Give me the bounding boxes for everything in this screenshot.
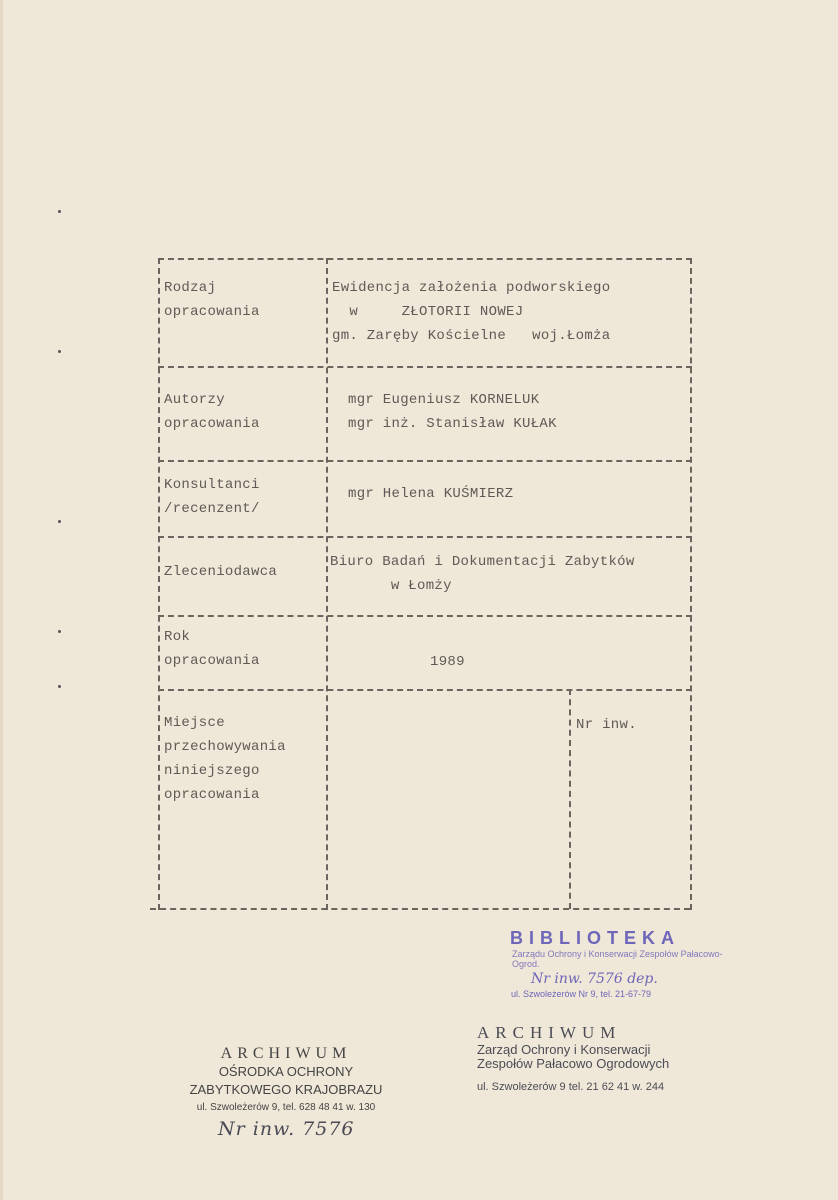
archive-stamp-left	[181, 1045, 391, 1113]
row-value-inventory-label: Nr inw.	[576, 717, 637, 733]
punch-mark	[58, 210, 61, 213]
row-label-storage: Miejsce przechowywania niniejszego opracowania	[164, 715, 286, 803]
punch-mark	[58, 520, 61, 523]
table-rule	[158, 536, 692, 538]
punch-mark	[58, 685, 61, 688]
punch-mark	[58, 350, 61, 353]
archive-stamp-right	[477, 1023, 737, 1093]
table-rule	[150, 908, 690, 910]
archive-stamp-right-address: ul. Szwoleżerów 9 tel. 21 62 41 w. 244	[477, 1081, 665, 1093]
table-rule	[158, 258, 692, 260]
row-value-year: 1989	[430, 654, 465, 670]
row-value-client: Biuro Badań i Dokumentacji Zabytków w Łomży	[330, 554, 635, 594]
punch-mark	[58, 630, 61, 633]
handwritten-inventory-note: Nr inw. 7576	[218, 1118, 355, 1140]
row-value-type: Ewidencja założenia podworskiego w ZŁOTORII NOWEJ gm. Zaręby Kościelne woj.Łomża	[332, 280, 611, 344]
table-rule	[158, 460, 692, 462]
archive-stamp-left-title: ARCHIWUM	[220, 1045, 352, 1062]
row-label-authors: Autorzy opracowania	[164, 392, 260, 432]
table-rule	[569, 689, 571, 909]
table-rule	[158, 615, 692, 617]
row-label-consultants: Konsultanci /recenzent/	[164, 477, 260, 517]
archive-stamp-right-line2: Zespołów Pałacowo Ogrodowych	[477, 1056, 670, 1071]
row-label-type: Rodzaj opracowania	[164, 280, 260, 320]
row-label-client: Zleceniodawca	[164, 564, 278, 580]
library-stamp-inventory: Nr inw. 7576 dep.	[531, 971, 658, 987]
library-stamp-title: BIBLIOTEKA	[510, 928, 680, 948]
archive-stamp-left-line1: OŚRODKA OCHRONY	[218, 1064, 354, 1079]
archive-stamp-left-line2: ZABYTKOWEGO KRAJOBRAZU	[189, 1082, 383, 1097]
table-rule	[326, 258, 328, 910]
table-rule	[690, 258, 692, 910]
archive-stamp-left-address: ul. Szwoleżerów 9, tel. 628 48 41 w. 130	[196, 1102, 376, 1113]
row-label-year: Rok opracowania	[164, 629, 260, 669]
table-rule	[158, 258, 160, 910]
archive-stamp-right-line1: Zarząd Ochrony i Konserwacji	[477, 1042, 651, 1057]
archive-stamp-right-title: ARCHIWUM	[477, 1023, 622, 1042]
library-stamp-subtitle: Zarządu Ochrony i Konserwacji Zespołów Pałacowo-Ogrod.	[512, 949, 723, 969]
table-rule	[158, 689, 692, 691]
metadata-form-table	[158, 258, 692, 913]
library-stamp	[473, 928, 733, 999]
row-value-authors: mgr Eugeniusz KORNELUK mgr inż. Stanisław KUŁAK	[348, 392, 557, 432]
row-value-consultants: mgr Helena KUŚMIERZ	[348, 486, 514, 502]
table-rule	[158, 366, 692, 368]
library-stamp-address: ul. Szwoleżerów Nr 9, tel. 21-67-79	[511, 989, 652, 999]
